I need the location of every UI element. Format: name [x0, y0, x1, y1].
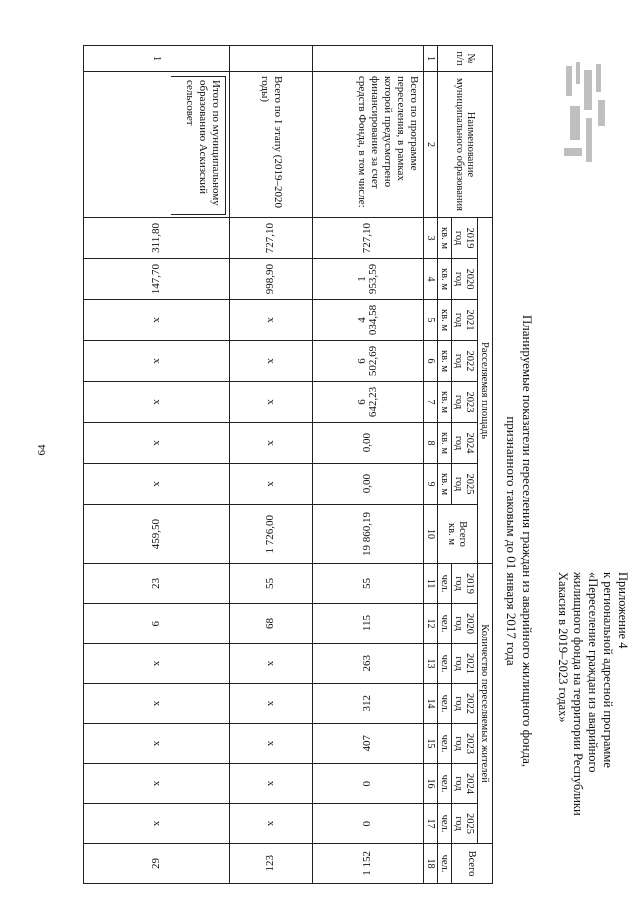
column-number: 16	[424, 764, 438, 804]
area-cell: x	[230, 300, 313, 341]
people-cell	[84, 564, 230, 604]
header-area-year: 2021 год	[452, 300, 478, 341]
people-total-cell	[313, 844, 424, 884]
unit-area: кв. м	[438, 300, 452, 341]
unit-area: кв. м	[438, 423, 452, 464]
area-cell	[230, 218, 313, 259]
area-cell	[313, 259, 424, 300]
header-area-year: 2023 год	[452, 382, 478, 423]
table-row	[313, 46, 424, 884]
people-cell	[313, 764, 424, 804]
people-value: 55	[264, 578, 277, 590]
area-value: 0,00	[361, 474, 374, 494]
people-value: 115	[361, 615, 374, 632]
area-total-value: 459,50	[150, 518, 162, 550]
area-value: 0,00	[361, 433, 374, 453]
people-value: 68	[264, 618, 277, 630]
area-value: 147,70	[150, 263, 162, 295]
unit-people: чел.	[438, 604, 452, 644]
column-number: 17	[424, 804, 438, 844]
people-value: 6	[150, 620, 162, 627]
unit-people: чел.	[438, 724, 452, 764]
column-number: 9	[424, 464, 438, 505]
people-cell	[230, 604, 313, 644]
area-cell	[313, 382, 424, 423]
people-value: 0	[361, 780, 374, 787]
appendix-header	[555, 572, 630, 882]
unit-people: чел.	[438, 804, 452, 844]
people-total-value: 123	[264, 855, 277, 872]
people-cell: x	[84, 684, 230, 724]
header-area-year: 2024 год	[452, 423, 478, 464]
header-people-year: 2024 год	[452, 764, 478, 804]
column-number: 10	[424, 505, 438, 564]
area-cell: x	[84, 382, 230, 423]
people-value: 263	[361, 655, 374, 672]
people-cell: x	[84, 764, 230, 804]
people-total-value: 29	[150, 858, 162, 870]
people-cell	[313, 724, 424, 764]
row-name: Итого по муниципальному образованию Аскизский сельсовет	[171, 76, 226, 215]
rotated-page	[73, 20, 633, 890]
people-cell: x	[84, 724, 230, 764]
unit-area: кв. м	[438, 382, 452, 423]
area-value: 998,90	[264, 263, 277, 295]
unit-people: чел.	[438, 684, 452, 724]
row-name: Всего по программе переселения, в рамках которой предусмотрено финансирование за счет средств Фонда, в том числе:	[313, 72, 424, 218]
area-cell	[313, 423, 424, 464]
header-area-year: 2022 год	[452, 341, 478, 382]
header-num: № п/п	[438, 46, 493, 72]
column-number: 7	[424, 382, 438, 423]
people-cell: x	[230, 724, 313, 764]
area-value: 727,10	[361, 222, 374, 254]
people-cell: x	[230, 684, 313, 724]
people-value: 407	[361, 735, 374, 752]
area-total-cell	[313, 505, 424, 564]
area-value: 6 642,23	[356, 386, 379, 418]
area-cell: x	[230, 382, 313, 423]
people-cell	[313, 684, 424, 724]
people-value: 312	[361, 695, 374, 712]
column-number: 2	[424, 72, 438, 218]
header-people-year: 2021 год	[452, 644, 478, 684]
area-total-value: 19 860,19	[361, 512, 374, 556]
area-cell: x	[230, 341, 313, 382]
title-line-1: Планируемые показатели переселения граждан из аварийного жилищного фонда,	[520, 314, 535, 768]
appendix-line: «Переселение граждан из аварийного	[586, 572, 600, 773]
people-cell	[313, 564, 424, 604]
row-name-cell	[84, 72, 230, 218]
people-value: 0	[361, 820, 374, 827]
area-value: 1 953,59	[356, 263, 379, 295]
people-cell: x	[84, 644, 230, 684]
header-area-year: 2025 год	[452, 464, 478, 505]
header-people-year: 2019 год	[452, 564, 478, 604]
column-number: 13	[424, 644, 438, 684]
column-number: 15	[424, 724, 438, 764]
people-cell	[313, 804, 424, 844]
area-cell	[313, 218, 424, 259]
table-row	[84, 46, 230, 884]
unit-area: кв. м	[446, 523, 458, 545]
column-number: 3	[424, 218, 438, 259]
area-cell	[84, 259, 230, 300]
area-cell	[313, 341, 424, 382]
header-name: Наименование муниципального образования	[438, 72, 493, 218]
people-value: 23	[150, 578, 162, 590]
column-number: 14	[424, 684, 438, 724]
people-total-value: 1 152	[361, 851, 374, 876]
document-title	[503, 196, 535, 886]
area-total-cell	[230, 505, 313, 564]
area-cell	[230, 259, 313, 300]
column-number: 5	[424, 300, 438, 341]
appendix-line: к региональной адресной программе	[601, 572, 615, 768]
header-area-group: Расселяемая площадь	[478, 218, 493, 564]
header-residents-total: Всего	[452, 844, 493, 884]
people-cell: x	[230, 644, 313, 684]
unit-people: чел.	[438, 844, 452, 884]
unit-area: кв. м	[438, 464, 452, 505]
people-value: 55	[361, 578, 374, 590]
area-value: 4 034,58	[356, 304, 379, 336]
area-value: 311,80	[150, 223, 162, 253]
appendix-line: жилищного фонда на территории Республики	[571, 572, 585, 816]
area-cell: x	[84, 423, 230, 464]
row-num	[230, 46, 313, 72]
column-number: 4	[424, 259, 438, 300]
title-line-2: признанного таковым до 01 января 2017 года	[504, 416, 519, 666]
people-total-cell	[84, 844, 230, 884]
area-cell	[313, 300, 424, 341]
area-total-value: 1 726,00	[264, 514, 277, 554]
header-area-year: 2019 год	[452, 218, 478, 259]
people-cell	[230, 564, 313, 604]
header-people-year: 2025 год	[452, 804, 478, 844]
area-value: 727,10	[264, 222, 277, 254]
column-number: 6	[424, 341, 438, 382]
people-cell	[313, 604, 424, 644]
row-num	[313, 46, 424, 72]
people-cell: x	[84, 804, 230, 844]
unit-area: кв. м	[438, 218, 452, 259]
area-cell: x	[84, 300, 230, 341]
people-total-cell	[230, 844, 313, 884]
row-num: 1	[84, 46, 230, 72]
column-number: 11	[424, 564, 438, 604]
people-cell	[84, 604, 230, 644]
people-cell	[313, 644, 424, 684]
area-total-cell	[84, 505, 230, 564]
header-area-year: 2020 год	[452, 259, 478, 300]
unit-area: кв. м	[438, 259, 452, 300]
area-value: 6 502,69	[356, 345, 379, 377]
header-residents-group: Количество переселяемых жителей	[478, 564, 493, 844]
appendix-line: Приложение 4	[616, 572, 630, 649]
page-number: 64	[36, 444, 48, 456]
area-cell: x	[84, 464, 230, 505]
unit-people: чел.	[438, 644, 452, 684]
unit-area: кв. м	[438, 341, 452, 382]
column-number: 8	[424, 423, 438, 464]
area-cell: x	[84, 341, 230, 382]
table-row	[230, 46, 313, 884]
unit-people: чел.	[438, 564, 452, 604]
resettlement-table	[83, 45, 493, 884]
people-cell: x	[230, 804, 313, 844]
header-people-year: 2020 год	[452, 604, 478, 644]
unit-people: чел.	[438, 764, 452, 804]
area-cell: x	[230, 464, 313, 505]
area-cell	[313, 464, 424, 505]
row-name: Всего по I этапу (2019–2020 годы)	[230, 72, 313, 218]
column-number: 1	[424, 46, 438, 72]
header-area-total-label: Всего	[457, 521, 469, 547]
column-number: 12	[424, 604, 438, 644]
header-people-year: 2023 год	[452, 724, 478, 764]
column-number: 18	[424, 844, 438, 884]
area-cell: x	[230, 423, 313, 464]
header-area-total	[438, 505, 478, 564]
header-people-year: 2022 год	[452, 684, 478, 724]
area-cell	[84, 218, 230, 259]
people-cell: x	[230, 764, 313, 804]
appendix-line: Хакасия в 2019–2023 годах»	[556, 572, 570, 723]
